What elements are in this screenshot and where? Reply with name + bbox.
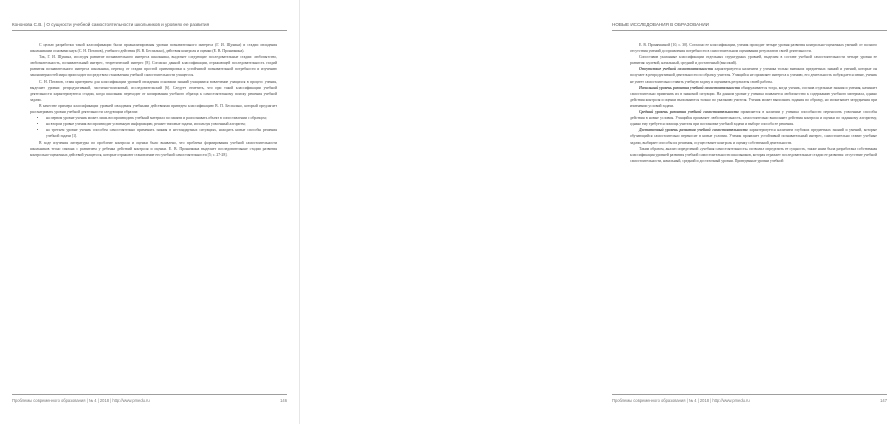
left-footer <box>12 397 287 405</box>
left-paragraph-2: Так, Г. И. Щукина, исследуя развитие познавательного интереса школьника, выделяет следующие последовательные стадии: любопытство, любознательность, познавательный интерес, теоретический интерес [8]. Согласно данной классификации, отражающей последовательность стадий развития познавательного интереса школьника, переход от стадии простой ориентировки к устойчивой познавательной потребности и изучению закономерностей мира происходит посредством становления учебной самостоятельности учащегося. <box>30 55 277 78</box>
left-page <box>0 0 300 424</box>
left-footer-journal: Проблемы современного образования | № 4 | 2018 | http://www.pmedu.ru <box>12 398 150 403</box>
right-page-number: 147 <box>880 398 887 403</box>
left-running-header: Кононова С.В. | О сущности учебной самостоятельности школьников и уровнях ее развития <box>12 22 210 27</box>
left-body-text <box>30 42 277 387</box>
bullet-item-2: • на втором уровне ученик воспроизводит усвоенную информацию, решает типовые задачи, используя усвоенный алгоритм; <box>46 121 277 127</box>
level-text-1: характеризуется наличием у ученика только внешних предметных знаний и умений, которые он получает в репродуктивной деятельности по образцу учителя. Учащийся не проявляет интереса к учению, его деятельность побуждается извне, ученик не умеет самостоятельно ставить учебную задачу и оценивать результаты своей работы. <box>630 67 877 84</box>
left-bullet-list <box>30 115 277 139</box>
left-paragraph-4: В качестве примера классификации уровней овладения учебными действиями приведем классификацию В. П. Беспалько, который предлагает рассматривать уровни учебной деятельности следующим образом: <box>30 103 277 115</box>
bullet-item-3: • на третьем уровне ученик способен самостоятельно применять знания в нестандартных ситуациях, находить новые способы решения учебной задачи [1]. <box>46 127 277 139</box>
right-running-header: НОВЫЕ ИССЛЕДОВАНИЯ В ОБРАЗОВАНИИ <box>612 22 709 27</box>
right-paragraph-1: Е. В. Пронячкиной [10, с. 30]. Согласно ее классификации, ученик проходит четыре уровня развития контрольно-оценочных умений: от полного отсутствия умений до проявления потребности в самостоятельном оценивании результатов своей деятельности. <box>630 43 877 54</box>
right-paragraph-2: Сопоставив указанные классификации отдельных структурных уровней, выделим в составе учебной самостоятельности четыре уровня ее развития: нулевой, начальный, средний и достаточный (высокий). <box>630 55 877 66</box>
level-text-3: проявляется в наличии у ученика способности переносить усвоенные способы действия в новые условия. Учащийся проявляет любознательность, самостоятельно выполняет действия контроля и оценки по заданному алгоритму, однако ему требуется помощь учителя при постановке учебной задачи и выборе способа ее решения. <box>630 110 877 127</box>
left-paragraph-5: В ходе изучения литературы по проблеме контроля и оценки было выявлено, что проблема формирования учебной самостоятельности школьников тесно связана с развитием у ребенка действий контроля и оценки. Е. В. Пронячкина выделяет последовательные стадии развития контрольно-оценочных действий учащегося, которые отражают становление его учебной самостоятельности [5; с. 27-28]. <box>30 140 277 157</box>
right-body-text <box>630 42 877 387</box>
level-title-1: Отсутствие учебной самостоятельности <box>639 67 713 72</box>
level-paragraph-1 <box>630 66 877 84</box>
level-title-3: Средний уровень развития учебной самостоятельности <box>639 110 739 115</box>
left-footer-rule <box>12 394 287 395</box>
right-footer-rule <box>612 394 887 395</box>
left-page-number: 146 <box>280 398 287 403</box>
right-header-rule <box>612 30 887 31</box>
right-footer-journal: Проблемы современного образования | № 4 | 2018 | http://www.pmedu.ru <box>612 398 750 403</box>
level-title-4: Достаточный уровень развития учебной самостоятельности <box>639 128 748 133</box>
right-page <box>300 0 887 424</box>
right-closing-paragraph: Таким образом, анализ определений «учебная самостоятельность» позволил определить ее сущность, также нами была разработана собственная классификация уровней развития учебной самостоятельности школьников, которая отражает последовательные стадии ее развития: отсутствие учебной самостоятельности, начальный, средний и достаточный уровни. Проведенные уровни учебной <box>630 146 878 163</box>
level-paragraph-3 <box>630 109 877 127</box>
left-paragraph-1: С целью разработки такой классификации были проанализированы уровни познавательного интереса (Г. И. Щукина) и стадии овладения школьниками основами наук (С. Н. Потапов), учебного действия (В. В. Беспалько), действия контроля и оценки (Е. В. Пронячкина). <box>30 43 277 54</box>
level-text-4: характеризуется наличием глубоких предметных знаний и умений, которые обучающийся самостоятельно переносит в новые условия. Ученик проявляет устойчивый познавательный интерес, самостоятельно ставит учебные задачи, выбирает способы их решения, осуществляет контроль и оценку собственной деятельности. <box>630 128 877 145</box>
level-text-2: обнаруживается тогда, когда ученик, осознав отдельные знания и умения, начинает самостоятельно применять их в знакомой ситуации. На данном уровне у ученика появляется любопытство к содержанию учебного материала, однако действия контроля и оценки выполняются только по указанию учителя. Ученик может выполнять задания по образцу, но испытывает затруднения при изменении условий задачи. <box>630 85 877 108</box>
right-footer <box>612 397 887 405</box>
level-paragraph-2 <box>630 85 877 109</box>
level-title-2: Начальный уровень развития учебной самостоятельности <box>639 85 740 90</box>
left-paragraph-3: С. Н. Потапов, ставя критерием для классификации уровней овладения основами знаний учащимися вовлечение учащихся в процесс учения, выделяет уровни: репродуктивный, частично-поисковый, исследовательский [6]. Следует отметить, что при такой классификации учебной деятельности характеризуются стадии, когда школьник переходит от копирования учебного образца к самостоятельному поиску решения учебной задачи. <box>30 79 277 102</box>
left-header-rule <box>12 30 287 31</box>
bullet-item-1: • на первом уровне ученик может лишь воспроизводить учебный материал по памяти и распознавать объект в сопоставлении с образцом; <box>46 115 277 121</box>
level-paragraph-4 <box>630 127 877 145</box>
